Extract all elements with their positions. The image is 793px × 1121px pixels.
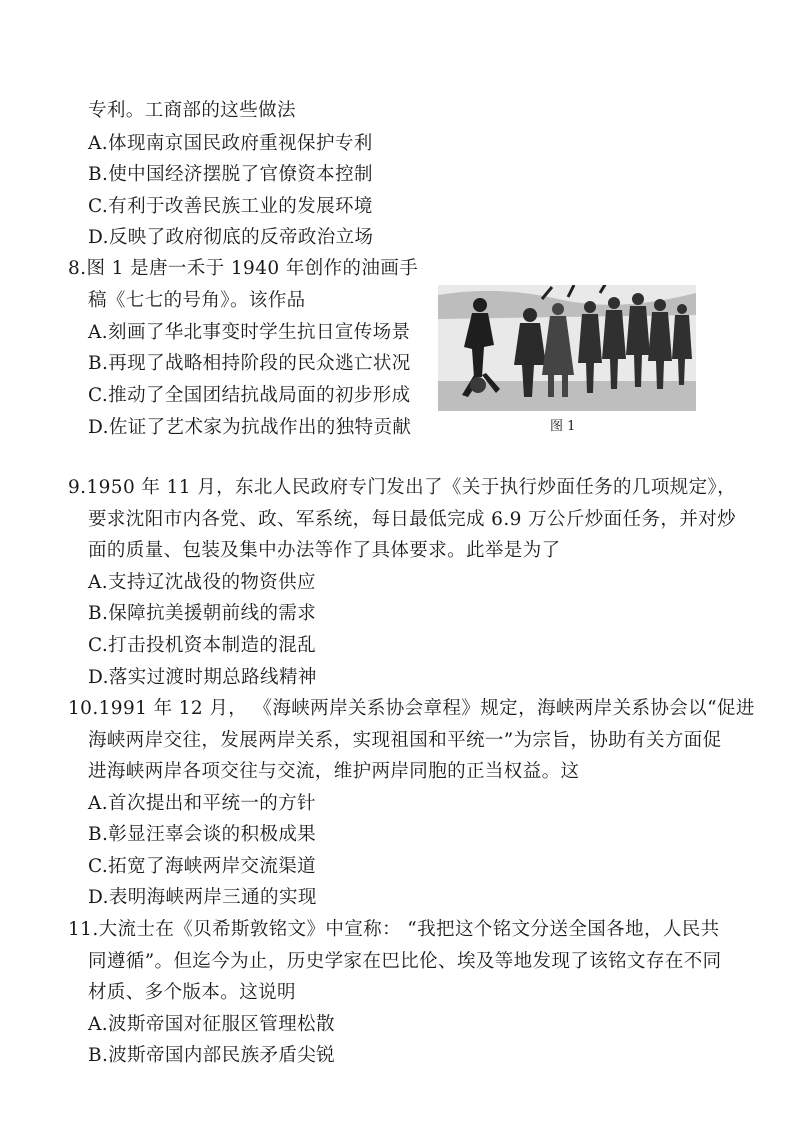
q9-option-d: D.落实过渡时期总路线精神 xyxy=(88,667,317,688)
q9-stem-line-1: 9.1950 年 11 月，东北人民政府专门发出了《关于执行炒面任务的几项规定》， xyxy=(68,477,737,498)
q9-option-b: B.保障抗美援朝前线的需求 xyxy=(88,603,317,624)
q7-option-c: C.有利于改善民族工业的发展环境 xyxy=(88,196,373,217)
q7-option-a: A.体现南京国民政府重视保护专利 xyxy=(88,133,373,154)
q8-option-c: C.推动了全国团结抗战局面的初步形成 xyxy=(88,385,411,406)
q7-option-d: D.反映了政府彻底的反帝政治立场 xyxy=(88,227,374,248)
q11-option-b: B.波斯帝国内部民族矛盾尖锐 xyxy=(88,1045,336,1066)
q9-option-a: A.支持辽沈战役的物资供应 xyxy=(88,572,316,593)
q10-stem-line-3: 进海峡两岸各项交往与交流，维护两岸同胞的正当权益。这 xyxy=(88,761,580,782)
q9-stem-line-2: 要求沈阳市内各党、政、军系统，每日最低完成 6.9 万公斤炒面任务，并对炒 xyxy=(88,509,736,530)
q8-option-b: B.再现了战略相持阶段的民众逃亡状况 xyxy=(88,353,411,374)
q8-stem-line-1: 8.图 1 是唐一禾于 1940 年创作的油画手 xyxy=(68,258,419,279)
q10-stem-line-2: 海峡两岸交往，发展两岸关系，实现祖国和平统一”为宗旨，协助有关方面促 xyxy=(88,730,722,751)
q8-stem-line-2: 稿《七七的号角》。该作品 xyxy=(88,290,306,311)
q9-stem-line-3: 面的质量、包装及集中办法等作了具体要求。此举是为了 xyxy=(88,540,561,561)
q7-option-b: B.使中国经济摆脱了官僚资本控制 xyxy=(88,164,373,185)
q9-option-c: C.打击投机资本制造的混乱 xyxy=(88,635,317,656)
q10-option-a: A.首次提出和平统一的方针 xyxy=(88,793,316,814)
q10-option-b: B.彰显汪辜会谈的积极成果 xyxy=(88,824,317,845)
q7-stem-tail: 专利。工商部的这些做法 xyxy=(88,100,296,121)
q11-stem-line-1: 11.大流士在《贝希斯敦铭文》中宣称： “我把这个铭文分送全国各地，人民共 xyxy=(68,919,720,940)
figure-caption: 图 1 xyxy=(550,419,576,434)
q10-stem-line-1: 10.1991 年 12 月， 《海峡两岸关系协会章程》规定，海峡两岸关系协会以“促进 xyxy=(68,698,755,719)
q8-option-d: D.佐证了艺术家为抗战作出的独特贡献 xyxy=(88,417,412,438)
q11-option-a: A.波斯帝国对征服区管理松散 xyxy=(88,1014,335,1035)
oil-sketch-figure xyxy=(438,285,696,411)
q10-option-d: D.表明海峡两岸三通的实现 xyxy=(88,887,317,908)
q10-option-c: C.拓宽了海峡两岸交流渠道 xyxy=(88,856,317,877)
q11-stem-line-2: 同遵循”。但迄今为止，历史学家在巴比伦、埃及等地发现了该铭文存在不同 xyxy=(88,951,722,972)
q8-option-a: A.刻画了华北事变时学生抗日宣传场景 xyxy=(88,322,411,343)
q11-stem-line-3: 材质、多个版本。这说明 xyxy=(88,982,296,1003)
